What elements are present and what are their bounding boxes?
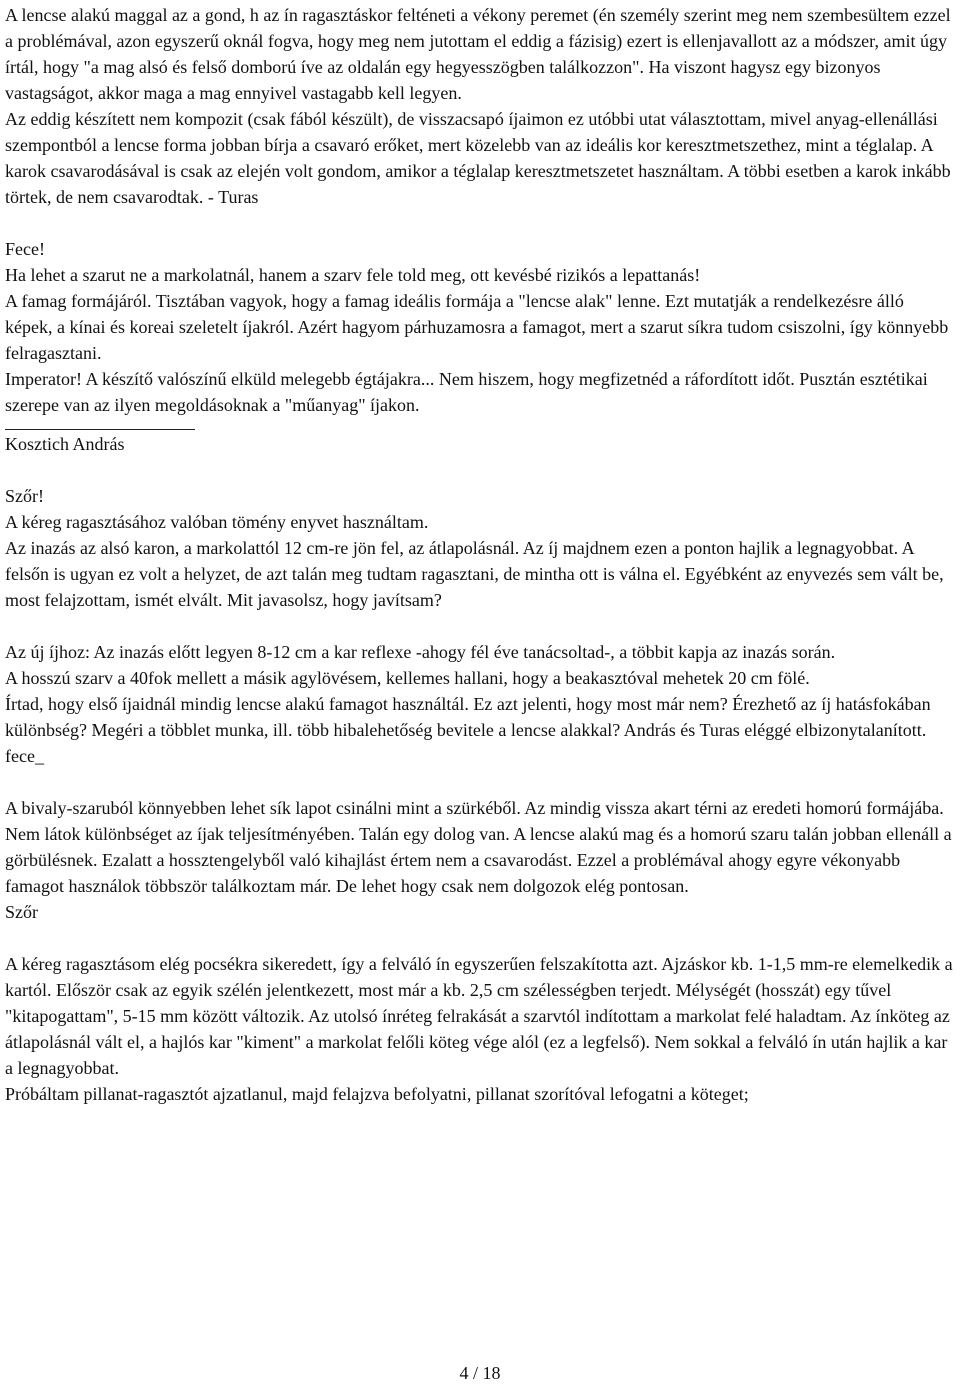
paragraph: Az új íjhoz: Az inazás előtt legyen 8-12 cm a kar reflexe -ahogy fél éve tanácsoltad-, a többit kapja az inazás során. — [5, 642, 836, 662]
paragraph: fece_ — [5, 746, 44, 766]
document-body — [5, 2, 955, 1107]
paragraph: Ha lehet a szarut ne a markolatnál, hanem a szarv fele told meg, ott kevésbé rizikós a lepattanás! — [5, 265, 701, 285]
blank-line — [5, 769, 955, 795]
paragraph: Az inazás az alsó karon, a markolattól 12 cm-re jön fel, az átlapolásnál. Az íj majdnem ezen a ponton hajlik a legnagyobbat. A felsőn is ugyan ez volt a helyzet, de azt talán meg tudtam ragasztani, de mintha ott is válna el. Egyébként az enyvezés sem vált be, most felajzottam, ismét elvált. Mit javasolsz, hogy javítsam? — [5, 538, 944, 610]
blank-line — [5, 613, 955, 639]
blank-line — [5, 210, 955, 236]
paragraph: Írtad, hogy első íjaidnál mindig lencse alakú famagot használtál. Ez azt jelenti, hogy most már nem? Érezhető az íj hatásfokában különbség? Megéri a többlet munka, ill. több hibalehetőség bevitele a lencse alakkal? András és Turas eléggé elbizonytalanított. — [5, 694, 931, 740]
paragraph: A bivaly-szaruból könnyebben lehet sík lapot csinálni mint a szürkéből. Az mindig vissza akart térni az eredeti homorú formájába. Nem látok különbséget az íjak teljesítményében. Talán egy dolog van. A lencse alakú mag és a homorú szaru talán jobban ellenáll a görbülésnek. Ezalatt a hossztengelyből való kihajlást értem nem a csavarodást. Ezzel a problémával ahogy egyre vékonyabb famagot használok többször találkoztam már. De lehet hogy csak nem dolgozok elég pontosan. — [5, 798, 952, 896]
paragraph: A kéreg ragasztásához valóban tömény enyvet használtam. — [5, 512, 429, 532]
paragraph: A lencse alakú maggal az a gond, h az ín ragasztáskor felténeti a vékony peremet (én személy szerint meg nem szembesültem ezzel a problémával, azon egyszerű oknál fogva, hogy meg nem jutottam el eddig a fázisig) ezert is ellenjavallott az a módszer, amit úgy írtál, hogy "a mag alsó és felső domború íve az oldalán egy hegyesszögben találkozzon". Ha viszont hagysz egy bizonyos vastagságot, akkor maga a mag ennyivel vastagabb kell legyen. — [5, 5, 951, 103]
paragraph: A kéreg ragasztásom elég pocsékra sikeredett, így a felváló ín egyszerűen felszakította azt. Ajzáskor kb. 1-1,5 mm-re elemelkedik a kartól. Először csak az egyik szélén jelentkezett, most már a kb. 2,5 cm szélességben terjedt. Mélységét (hosszát) egy tűvel "kitapogattam", 5-15 mm között változik. Az utolsó ínréteg felrakását a szarvtól indítottam a markolat felé haladtam. Az ínköteg az átlapolásnál vált el, a hajlós kar "kiment" a markolat felőli köteg vége alól (ez a legfelső). Nem sokkal a felváló ín után hajlik a kar a legnagyobbat. — [5, 954, 953, 1078]
paragraph: A hosszú szarv a 40fok mellett a másik agylövésem, kellemes hallani, hogy a beakasztóval mehetek 20 cm fölé. — [5, 668, 810, 688]
paragraph: Fece! — [5, 239, 45, 259]
paragraph: Imperator! A készítő valószínű elküld melegebb égtájakra... Nem hiszem, hogy megfizetnéd a ráfordított időt. Pusztán esztétikai szerepe van az ilyen megoldásoknak a "műanyag" íjakon. — [5, 369, 928, 415]
paragraph: Az eddig készített nem kompozit (csak fából készült), de visszacsapó íjaimon ez utóbbi utat választottam, mivel anyag-ellenállási szempontból a lencse forma jobban bírja a csavaró erőket, mert közelebb van az ideális kor keresztmetszethez, mint a téglalap. A karok csavarodásával is csak az elején volt gondom, amikor a téglalap keresztmetszetet használtam. A többi esetben a karok inkább törtek, de nem csavarodtak. - Turas — [5, 109, 951, 207]
blank-line — [5, 457, 955, 483]
paragraph: A famag formájáról. Tisztában vagyok, hogy a famag ideális formája a "lencse alak" lenne. Ezt mutatják a rendelkezésre álló képek, a kínai és koreai szeletelt íjakról. Azért hagyom párhuzamosra a famagot, mert a szarut síkra tudom csiszolni, így könnyebb felragasztani. — [5, 291, 949, 363]
page-number: 4 / 18 — [459, 1363, 501, 1383]
paragraph: Szőr! — [5, 486, 44, 506]
blank-line — [5, 925, 955, 951]
signature-rule — [5, 429, 195, 430]
signature: Kosztich András — [5, 434, 125, 454]
paragraph: Próbáltam pillanat-ragasztót ajzatlanul, majd felajzva befolyatni, pillanat szorítóval lefogatni a köteget; — [5, 1084, 749, 1104]
paragraph: Szőr — [5, 902, 38, 922]
